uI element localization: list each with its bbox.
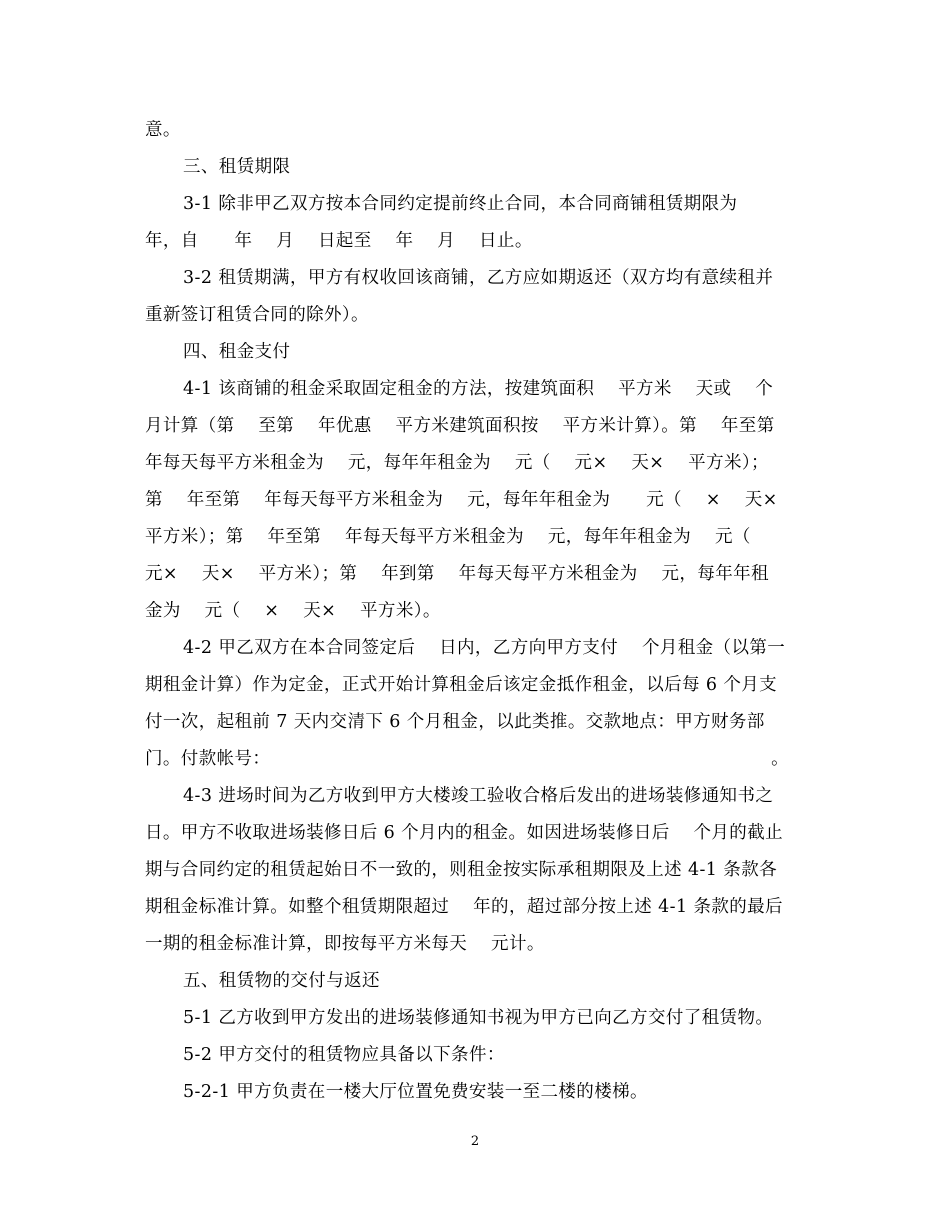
text-line: 5-1 乙方收到甲方发出的进场装修通知书视为甲方已向乙方交付了租赁物。 [183, 1008, 774, 1028]
text-line: 重新签订租赁合同的除外）。 [145, 305, 369, 325]
section-heading: 四、租金支付 [183, 342, 291, 362]
text-line: 年每天每平方米租金为 元，每年年租金为 元（ 元× 天× 平方米）； [145, 453, 769, 473]
text-line: 元× 天× 平方米）；第 年到第 年每天每平方米租金为 元，每年年租 [145, 564, 769, 584]
text-line: 月计算（第 至第 年优惠 平方米建筑面积按 平方米计算）。第 年至第 [145, 416, 775, 436]
text-line: 4-2 甲乙双方在本合同签定后 日内，乙方向甲方支付 个月租金（以第一 [183, 638, 786, 658]
section-heading: 五、租赁物的交付与返还 [183, 971, 380, 991]
text-line: 第 年至第 年每天每平方米租金为 元，每年年租金为 元（ × 天× [145, 490, 778, 510]
text-line: 年，自 年 月 日起至 年 月 日止。 [145, 231, 533, 251]
text-line: 期与合同约定的租赁起始日不一致的，则租金按实际承租期限及上述 4-1 条款各 [145, 860, 778, 880]
text-line: 4-3 进场时间为乙方收到甲方大楼竣工验收合格后发出的进场装修通知书之 [183, 786, 774, 806]
text-line: 4-1 该商铺的租金采取固定租金的方法，按建筑面积 平方米 天或 个 [183, 379, 774, 399]
text-line: 3-1 除非甲乙双方按本合同约定提前终止合同，本合同商铺租赁期限为 [183, 194, 738, 214]
page-number: 2 [470, 1134, 480, 1149]
section-heading: 三、租赁期限 [183, 157, 291, 177]
text-line: 5-2-1 甲方负责在一楼大厅位置免费安装一至二楼的楼梯。 [183, 1082, 648, 1102]
text-line: 期租金计算）作为定金，正式开始计算租金后该定金抵作租金，以后每 6 个月支 [145, 675, 778, 695]
text-line: 平方米）；第 年至第 年每天每平方米租金为 元，每年年租金为 元（ [145, 527, 751, 547]
text-line: 意。 [145, 120, 181, 140]
text-line: 3-2 租赁期满，甲方有权收回该商铺，乙方应如期返还（双方均有意续租并 [183, 268, 774, 288]
text-line: 金为 元（ × 天× 平方米）。 [145, 601, 441, 621]
text-line: 期租金标准计算。如整个租赁期限超过 年的，超过部分按上述 4-1 条款的最后 [145, 897, 783, 917]
text-line: 一期的租金标准计算，即按每平方米每天 元计。 [145, 934, 545, 954]
text-line: 付一次，起租前 7 天内交清下 6 个月租金，以此类推。交款地点：甲方财务部 [145, 712, 765, 732]
text-line: 日。甲方不收取进场装修日后 6 个月内的租金。如因进场装修日后 个月的截止 [145, 823, 784, 843]
text-line: 5-2 甲方交付的租赁物应具备以下条件： [183, 1045, 505, 1065]
text-line: 门。付款帐号： 。 [145, 749, 790, 769]
